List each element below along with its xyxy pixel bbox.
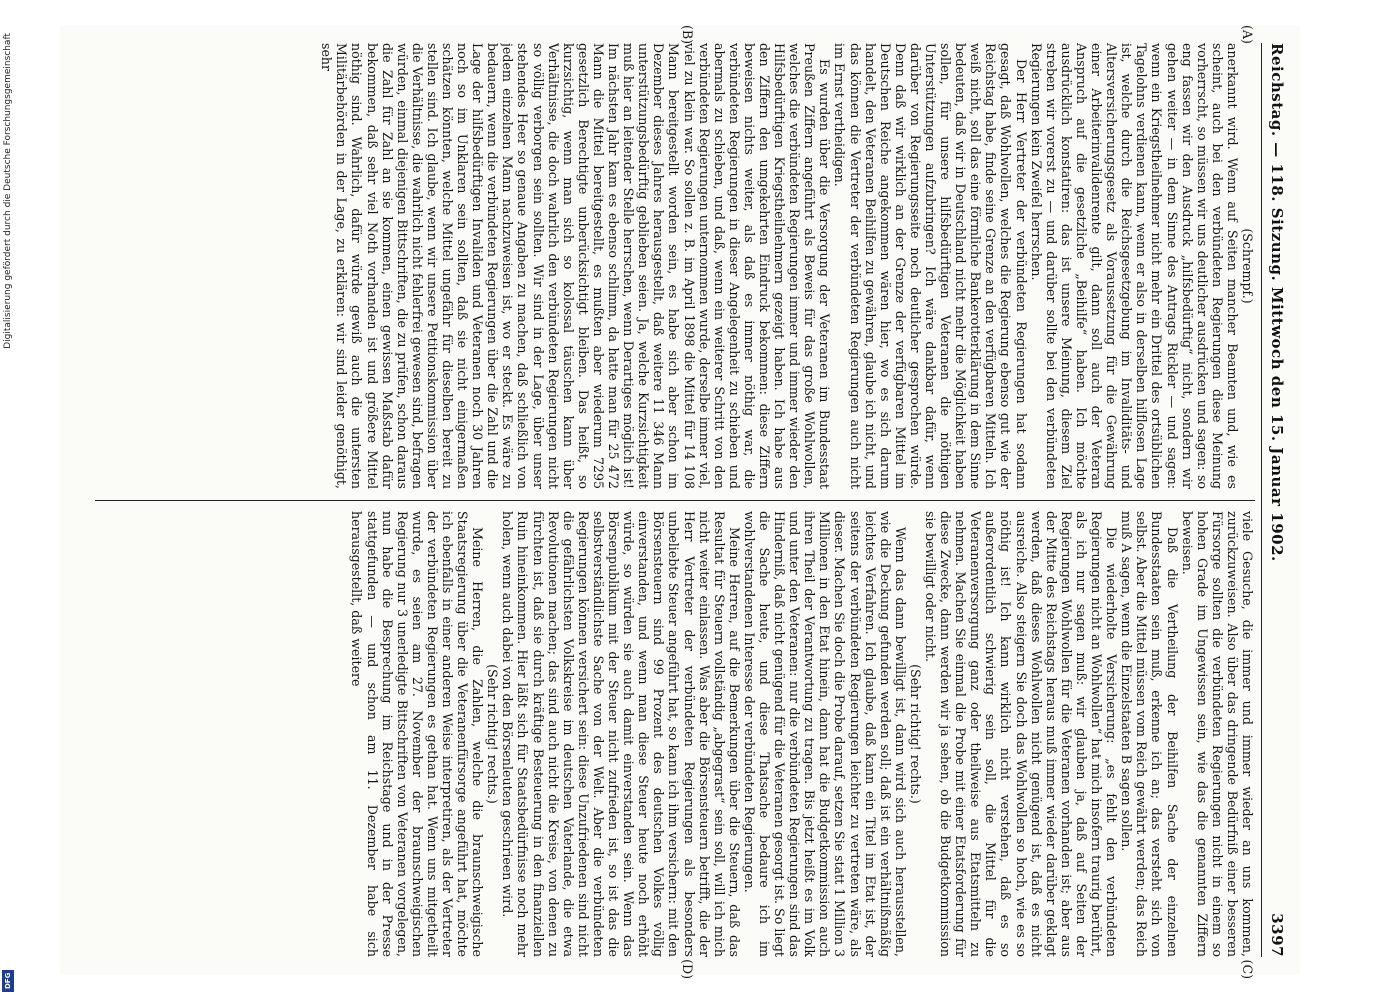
applause-note: (Sehr richtig! rechts.) [907, 664, 923, 804]
right-column [95, 511, 1255, 957]
header-rule [1261, 43, 1262, 957]
paragraph: Meine Herren, die Zahlen, welche die braunschweigische Staatsregierung über die Veteranenfürsorge angeführt hat, möchte ich ebenfalls in einer anderen Weise interpretiren, als der Vertreter der verbündeten Regierungen es gethan hat. Wenn uns mitgetheilt wurde, es seien am 27. November der braunschweigischen Regierung nur 3 unerledigte Bittschriften von Veteranen vorgelegen, nun habe die Besprechung im Reichstage und in der Presse stattgefunden — und schon am 11. Dezember habe sich herausgestellt, daß weitere [349, 511, 486, 957]
column-divider [95, 500, 1255, 501]
paragraph: Die wiederholte Versicherung: „es fehlt den verbündeten Regierungen nicht an Wohlwollen“ hat mich insofern traurig berührt, als ich nur sagen muß: wir glauben ja, daß auf Seiten der Regierungen Wohlwollen für die Veteranen vorhanden ist; aber aus der Mitte des Reichstags heraus muß immer wieder darüber geklagt werden, daß dieses Wohlwollen nicht genügend ist, daß es nicht ausreiche. Also steigern Sie doch das Wohlwollen so hoch, wie es so nöthig ist! Ich kann wirklich nicht verstehen, daß es so außerordentlich schwierig sein soll, die Mittel für die Veteranenversorgung ganz oder theilweise aus Etatsmitteln zu nehmen. Machen Sie einmal die Probe mit einer Etatsforderung für diese Zwecke, dann werden wir ja sehen, ob die Budgetkommission sie bewilligt oder nicht. [923, 511, 1120, 957]
page-number: 3397 [1268, 913, 1286, 957]
margin-marker-c: (C) [1240, 959, 1255, 979]
digitization-credit [0, 0, 14, 1000]
paragraph: Wenn das dann bewilligt ist, dann wird sich auch herausstellen, wie die Deckung gefunden werden soll; daß ist ein verhältnißmäßig leichtes Verfahren. Ich glaube, daß kann ein Titel im Etat ist, der seitens der verbündeten Regierungen leichter zu vertreten wäre, als dieser. Machen Sie doch die Probe darauf, setzen Sie statt 1 Million 3 Millionen in den Etat hinein, dann hat die Budgetkommission auch ihren Theil der Verantwortung zu tragen. Bis jetzt heißt es im Volk und unter den Veteranen: nur die verbündeten Regierungen sind das Hinderniß, daß nicht genügend für die Veteranen gesorgt ist. So liegt die Sache heute, und diese Thatsache bedaure ich im wohlverstandenen Interesse der verbündeten Regierungen. [741, 511, 908, 957]
page-header [1264, 43, 1286, 957]
paragraph: anerkannt wird. Wenn auf Seiten mancher Beamten und, wie es scheint, auch bei den verbündeten Regierungen diese Meinung vorherrscht, so müssen wir uns deutlicher ausdrücken und sagen: so eng fassen wir den Ausdruck „hilfsbedürftig“ nicht, sondern wir gehen weiter — in dem Sinne des Antrags Rickler — und sagen: wenn ein Kriegstheilnehmer nicht mehr ein Drittel des ortsüblichen Tagelohns verdienen kann, wenn er also in derselben hilflosen Lage ist, welche durch die Reichsgesetzgebung im Invaliditäts- und Altersversicherungsgesetz als Voraussetzung für die Gewährung einer Arbeiterinvalidenrente gilt, dann soll auch der Veteran Anspruch auf die gesetzliche „Beihilfe“ haben. Ich möchte ausdrücklich konstatiren: das ist unsere Meinung, diesem Ziel streben wir vorerst zu — und darüber sollte bei den verbündeten Regierungen kein Zweifel herrschen. [1028, 43, 1240, 489]
dfg-logo: DFG [2, 970, 14, 992]
left-column [95, 43, 1255, 489]
paragraph: viele Gesuche, die immer und immer wieder an uns kommen, zurückzuweisen. Also über das dringende Bedürfniß einer besseren Fürsorge sollten die verbündeten Regierungen nicht in einem so hohen Grade im Ungewissen sein, wie das die genannten Ziffern beweisen. [1179, 511, 1255, 957]
text-columns [95, 25, 1255, 979]
header-title: Reichstag. — 118. Sitzung. Mittwoch den 15. Januar 1902. [1268, 43, 1286, 562]
speaker-name: (Schrempf.) [1240, 228, 1255, 304]
margin-marker-b: (B) [680, 25, 695, 45]
paragraph: Es wurden über die Versorgung der Veteranen im Bundesstaat Preußen Ziffern angeführt als Beweis für das große Wohlwollen, welches die verbündeten Regierungen immer und immer wieder den Hilfsbedürftigen Kriegstheilnehmern gezeigt haben. Ich habe aus den Ziffern den umgekehrten Eindruck bekommen: diese Ziffern beweisen nichts weiter, als daß es immer nöthig war, die verbündeten Regierungen in dieser Angelegenheit zu schieben und abermals zu schieben, und daß, wenn ein weiterer Schritt von den verbündeten Regierungen unternommen wurde, derselbe immer viel, viel zu klein war. So sollen z. B. im April 1898 die Mittel für 14 108 Mann bereitgestellt worden sein, es habe sich aber schon im Dezember dieses Jahres herausgestellt, daß weitere 11 346 Mann unterstützungsbedürftig geblieben seien. Ja, welche Kurzsichtigkeit muß hier an leitender Stelle herrschen, wenn Derartiges möglich ist! Im nächsten Jahr kam es ebenso schlimm, da hatte man für 25 472 Mann die Mittel bereitgestellt, es mußten aber wiederum 7295 gesetzlich Berechtigte unberücksichtigt bleiben. Das heißt, so kurzsichtig, wenn man sich so kolossal täuschen kann über Verhältnisse, die doch wahrlich den verbündeten Regierungen nicht so völlig verborgen sein sollten. Wir sind in der Lage, über unser stehendes Heer so genaue Angaben zu machen, daß schließlich von jedem einzelnen Mann nachzuweisen ist, wo er steckt. Es wäre zu bedauern, wenn die verbündeten Regierungen über die Zahl und die Lage der hilfsbedürftigen Invaliden und Veteranen noch 30 Jahren noch so im Unklaren sein sollten, daß sie nicht einigermaßen schätzen könnten, welche Mittel ungefähr für dieselben bereit zu stellen sind. Ich glaube, wenn wir unsere Petitionskommission über die Verhältnisse, die wahrlich nicht fehlerfrei gewesen sind, befragen würden, einmal diejenigen Bittschriften, die zu prüfen, schon daraus die Zahl für Zahl an sie kommen, einen gewissen Maßstab dafür bekommen, daß sehr viel Noth vorhanden ist und größere Mittel nöthig sind. Wahrlich, dafür würde gewiß auch die untersten Militärbehörden in der Lage, zu erklären: wir sind leider genöthigt, sehr [319, 43, 833, 489]
newspaper-page [60, 25, 1300, 979]
paragraph: Der Herr Vertreter der verbündeten Regierungen hat sodann gesagt, daß Wohlwollen, welches die Regierung ebenso gut wie der Reichstag habe, finde seine Grenze an den verfügbaren Mitteln. Ich weiß nicht, soll das eine förmliche Bankerotterklärung in dem Sinne bedeuten, daß wir in Deutschland nicht mehr die Möglichkeit haben sollen, für unsere hilfsbedürftigen Veteranen die nöthigen Unterstützungen aufzubringen? Ich wäre dankbar dafür, wenn darüber von Regierungsseite noch deutlicher gesprochen würde. Denn daß wir wirklich an der Grenze der verfügbaren Mittel im Deutschen Reiche angekommen wären hier, wo es sich darum handelt, den Veteranen Beihilfen zu gewähren, glaube ich nicht, und das können die Vertreter der verbündeten Regierungen auch nicht im Ernst vertheidigen. [832, 43, 1029, 489]
credit-text: Digitalisierung gefördert durch die Deutsche Forschungsgemeinschaft [3, 33, 13, 349]
paragraph: Meine Herren, auf die Bemerkungen über die Steuern, daß das Resultat für Steuern vollständig „abgegrast“ sein soll, will ich mich nicht weiter einlassen. Was aber die Börsensteuern betrifft, die der Herr Vertreter der verbündeten Regierungen als besonders unbeliebte Steuer angeführt hat, so kann ich ihm versichern: mit den Börsensteuern sind 99 Prozent des deutschen Volkes völlig einverstanden, und wenn man diese Steuer heute noch erhöht würde, so würden sie auch damit einverstanden sein. Wenn das Börsenpublikum mit der Steuer nicht zufrieden ist, so ist das die selbstverständlichste Sache von der Welt. Aber die verbündeten Regierungen können versichert sein: diese Unzufriedenen sind nicht die gefährlichsten Volkskreise im deutschen Vaterlande, die etwa Revolutionen machen; das sind auch nicht die Kreise, von denen zu fürchten ist, daß sie durch kräftige Besteuerung in den finanziellen Ruin hineinkommen. Hier läßt sich für Staatsbedürfnisse noch mehr holen, wenn auch dabei von den Börsenleuten geschrieen wird. [500, 511, 742, 957]
paragraph: Daß die Vertheilung der Beihilfen Sache der einzelnen Bundesstaaten sein muß, erkenne ich an; das versteht sich von selbst. Aber die Mittel müssen vom Reich gewährt werden; das Reich muß A sagen, wenn die Einzelstaaten B sagen sollen. [1119, 511, 1180, 957]
margin-marker-d: (D) [680, 959, 695, 979]
margin-marker-a: (A) [1240, 25, 1255, 44]
applause-note: (Sehr richtig! rechts.) [485, 664, 501, 804]
